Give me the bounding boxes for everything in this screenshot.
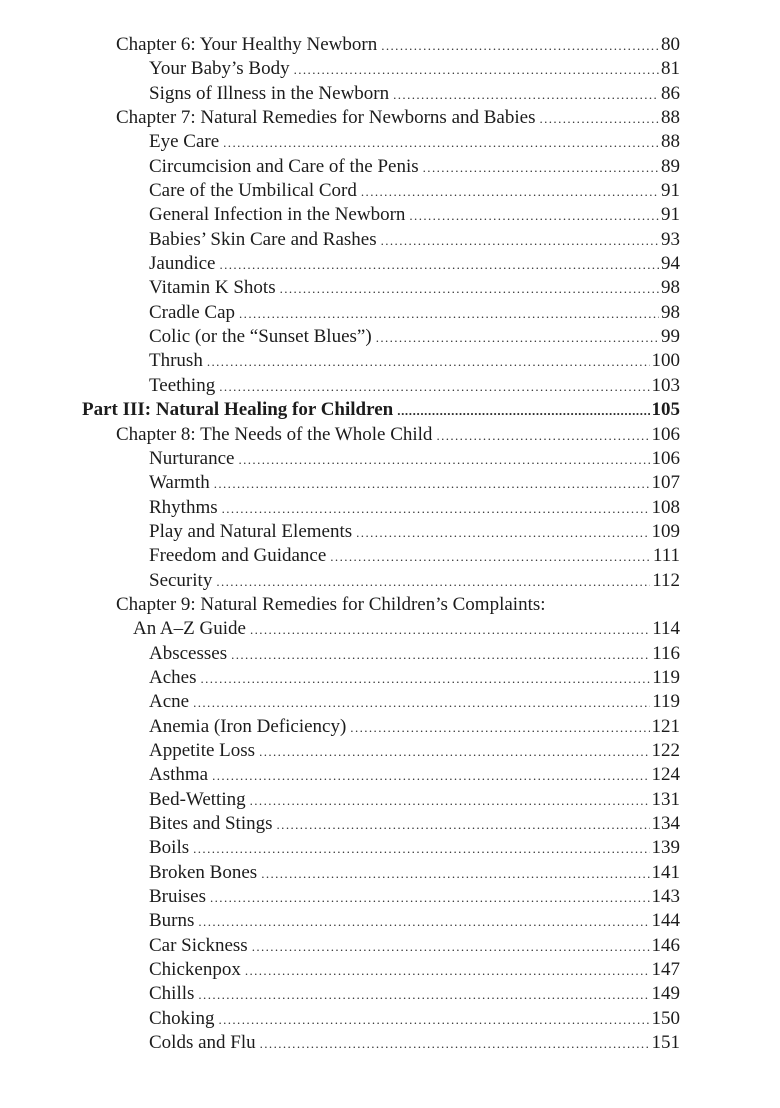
- toc-entry-sub: [0, 57, 780, 81]
- toc-entry-page-number: 121: [651, 715, 680, 737]
- toc-entry-title: Bruises: [149, 886, 206, 908]
- toc-entry-sub: [0, 885, 780, 909]
- dot-leader: [381, 34, 659, 57]
- toc-entry-page-number: 80: [661, 34, 680, 55]
- toc-entry-page-number: 106: [651, 447, 680, 469]
- toc-entry-title: Play and Natural Elements: [149, 520, 353, 542]
- dot-leader: [222, 497, 650, 520]
- toc-entry-title: Bed-Wetting: [149, 788, 246, 810]
- toc-entry-title: Rhythms: [149, 496, 218, 518]
- toc-entry-sub: [0, 909, 780, 933]
- toc-entry-sub: [0, 155, 780, 179]
- toc-entry-page-number: 81: [661, 58, 680, 80]
- toc-entry-sub: [0, 861, 780, 885]
- toc-entry-sub: [0, 958, 780, 982]
- toc-entry-cont: [0, 617, 780, 641]
- toc-entry-title: Chapter 8: The Needs of the Whole Child: [116, 423, 433, 445]
- toc-entry-sub: [0, 982, 780, 1006]
- toc-entry-page-number: 107: [651, 472, 680, 494]
- toc-entry-sub: [0, 228, 780, 252]
- toc-entry-sub: [0, 82, 780, 106]
- dot-leader: [212, 764, 649, 787]
- dot-leader: [207, 350, 650, 373]
- dot-leader: [280, 277, 659, 300]
- toc-entry-title: Boils: [149, 837, 190, 859]
- toc-entry-title: Part III: Natural Healing for Children: [82, 399, 394, 421]
- toc-entry-sub: [0, 544, 780, 568]
- toc-entry-title: Freedom and Guidance: [149, 545, 327, 567]
- toc-entry-page-number: 114: [652, 618, 680, 640]
- dot-leader: [409, 204, 659, 227]
- toc-entry-page-number: 147: [651, 959, 680, 981]
- toc-entry-sub: [0, 325, 780, 349]
- toc-entry-page-number: 141: [651, 861, 680, 883]
- toc-entry-page-number: 93: [661, 228, 680, 250]
- toc-entry-page-number: 98: [661, 301, 680, 323]
- toc-entry-title: Signs of Illness in the Newborn: [149, 82, 390, 104]
- toc-entry-page-number: 139: [651, 837, 680, 859]
- toc-entry-page-number: 119: [652, 666, 680, 688]
- toc-entry-title: An A–Z Guide: [133, 618, 246, 640]
- toc-entry-page-number: 108: [651, 496, 680, 518]
- toc-entry-title: Vitamin K Shots: [149, 277, 276, 299]
- dot-leader: [350, 716, 649, 739]
- toc-entry-title: Care of the Umbilical Cord: [149, 180, 357, 202]
- toc-entry-title: Chapter 9: Natural Remedies for Children’s Complaints:: [116, 593, 546, 615]
- toc-entry-sub: [0, 836, 780, 860]
- toc-entry-page-number: 149: [651, 983, 680, 1005]
- toc-entry-page-number: 88: [661, 107, 680, 129]
- toc-entry-page-number: 86: [661, 82, 680, 104]
- toc-entry-sub: [0, 130, 780, 154]
- toc-entry-page-number: 131: [651, 788, 680, 810]
- toc-entry-chapter: [0, 593, 780, 617]
- dot-leader: [376, 326, 659, 349]
- toc-entry-title: Cradle Cap: [149, 301, 236, 323]
- dot-leader: [218, 1008, 649, 1031]
- toc-entry-page-number: 100: [651, 350, 680, 372]
- toc-entry-title: Teething: [149, 374, 216, 396]
- toc-entry-page-number: 98: [661, 277, 680, 299]
- toc-entry-title: Warmth: [149, 472, 210, 494]
- toc-entry-page-number: 94: [661, 253, 680, 275]
- toc-entry-sub: [0, 471, 780, 495]
- toc-entry-page-number: 105: [651, 399, 680, 421]
- toc-entry-page-number: 89: [661, 155, 680, 177]
- toc-entry-title: Car Sickness: [149, 934, 248, 956]
- toc-entry-page-number: 143: [651, 886, 680, 908]
- toc-entry-title: Anemia (Iron Deficiency): [149, 715, 347, 737]
- dot-leader: [231, 643, 650, 666]
- toc-entry-page-number: 106: [651, 423, 680, 445]
- toc-entry-page-number: 146: [651, 934, 680, 956]
- toc-entry-sub: [0, 715, 780, 739]
- dot-leader: [277, 813, 650, 836]
- dot-leader: [250, 618, 650, 641]
- toc-entry-sub: [0, 496, 780, 520]
- toc-entry-page-number: 111: [652, 545, 680, 567]
- toc-entry-title: Jaundice: [149, 253, 216, 275]
- toc-entry-sub: [0, 690, 780, 714]
- dot-leader: [260, 1032, 650, 1055]
- toc-entry-title: Security: [149, 569, 213, 591]
- toc-entry-page-number: 122: [651, 739, 680, 761]
- toc-entry-page-number: 91: [661, 180, 680, 202]
- toc-entry-title: Aches: [149, 666, 197, 688]
- toc-entry-title: Bites and Stings: [149, 813, 273, 834]
- toc-entry-sub: [0, 934, 780, 958]
- toc-entry-page-number: 91: [661, 204, 680, 226]
- toc-entry-title: Circumcision and Care of the Penis: [149, 155, 419, 177]
- toc-entry-sub: [0, 301, 780, 325]
- toc-entry-sub: [0, 642, 780, 666]
- toc-entry-title: Chills: [149, 983, 195, 1005]
- dot-leader: [214, 472, 650, 495]
- toc-entry-sub: [0, 276, 780, 300]
- dot-leader: [330, 545, 651, 568]
- dot-leader: [423, 156, 659, 179]
- toc-entry-title: General Infection in the Newborn: [149, 204, 406, 226]
- toc-entry-page-number: 112: [652, 569, 680, 591]
- dot-leader: [198, 910, 649, 933]
- dot-leader: [361, 180, 659, 203]
- dot-leader: [245, 959, 650, 982]
- dot-leader: [397, 399, 649, 422]
- toc-entry-title: Choking: [149, 1007, 215, 1029]
- toc-entry-title: Asthma: [149, 764, 209, 786]
- toc-entry-title: Colic (or the “Sunset Blues”): [149, 326, 372, 348]
- dot-leader: [250, 789, 650, 812]
- dot-leader: [219, 253, 659, 276]
- toc-entry-title: Chickenpox: [149, 959, 241, 981]
- toc-entry-sub: [0, 179, 780, 203]
- toc-entry-title: Nurturance: [149, 447, 235, 469]
- toc-entry-title: Burns: [149, 910, 195, 932]
- toc-entry-sub: [0, 739, 780, 763]
- dot-leader: [381, 229, 659, 252]
- dot-leader: [210, 886, 650, 909]
- dot-leader: [193, 691, 650, 714]
- toc-entry-page-number: 109: [651, 520, 680, 542]
- toc-entry-sub: [0, 788, 780, 812]
- dot-leader: [252, 935, 650, 958]
- toc-entry-page-number: 99: [661, 326, 680, 348]
- toc-entry-page-number: 134: [651, 813, 680, 834]
- dot-leader: [239, 302, 659, 325]
- toc-entry-sub: [0, 1031, 780, 1055]
- toc-entry-page-number: 116: [652, 642, 680, 664]
- toc-entry-title: Chapter 6: Your Healthy Newborn: [116, 34, 378, 55]
- toc-entry-chapter: [0, 106, 780, 130]
- dot-leader: [539, 107, 659, 130]
- toc-entry-page-number: 119: [652, 691, 680, 713]
- toc-entry-title: Eye Care: [149, 131, 220, 153]
- dot-leader: [259, 740, 649, 763]
- toc-entry-sub: [0, 569, 780, 593]
- dot-leader: [261, 862, 649, 885]
- toc-entry-title: Appetite Loss: [149, 739, 256, 761]
- toc-entry-page-number: 144: [651, 910, 680, 932]
- toc-entry-title: Chapter 7: Natural Remedies for Newborns and Babies: [116, 107, 536, 129]
- toc-entry-title: Abscesses: [149, 642, 228, 664]
- toc-entry-sub: [0, 763, 780, 787]
- dot-leader: [193, 837, 649, 860]
- toc-entry-page-number: 103: [651, 374, 680, 396]
- dot-leader: [356, 521, 649, 544]
- toc-entry-sub: [0, 447, 780, 471]
- toc-entry-chapter: [0, 423, 780, 447]
- dot-leader: [200, 667, 650, 690]
- toc-entry-part: [0, 398, 780, 422]
- toc-entry-sub: [0, 520, 780, 544]
- toc-entry-page-number: 150: [651, 1007, 680, 1029]
- dot-leader: [219, 375, 649, 398]
- dot-leader: [238, 448, 649, 471]
- dot-leader: [393, 83, 659, 106]
- toc-entry-sub: [0, 374, 780, 398]
- toc-entry-sub: [0, 349, 780, 373]
- toc-entry-page-number: 88: [661, 131, 680, 153]
- dot-leader: [223, 131, 659, 154]
- toc-entry-page-number: 124: [651, 764, 680, 786]
- toc-entry-chapter: [0, 33, 780, 57]
- toc-entry-page-number: 151: [651, 1032, 680, 1054]
- dot-leader: [436, 424, 649, 447]
- toc-entry-title: Babies’ Skin Care and Rashes: [149, 228, 377, 250]
- toc-entry-title: Your Baby’s Body: [149, 58, 290, 80]
- dot-leader: [294, 58, 659, 81]
- dot-leader: [198, 983, 649, 1006]
- toc-entry-sub: [0, 666, 780, 690]
- dot-leader: [216, 570, 650, 593]
- toc-entry-title: Acne: [149, 691, 190, 713]
- toc-entry-sub: [0, 252, 780, 276]
- toc-entry-sub: [0, 812, 780, 836]
- toc-entry-sub: [0, 203, 780, 227]
- toc-entry-title: Colds and Flu: [149, 1032, 256, 1054]
- toc-entry-sub: [0, 1007, 780, 1031]
- toc-entry-title: Broken Bones: [149, 861, 258, 883]
- table-of-contents: [0, 33, 780, 1055]
- toc-entry-title: Thrush: [149, 350, 203, 372]
